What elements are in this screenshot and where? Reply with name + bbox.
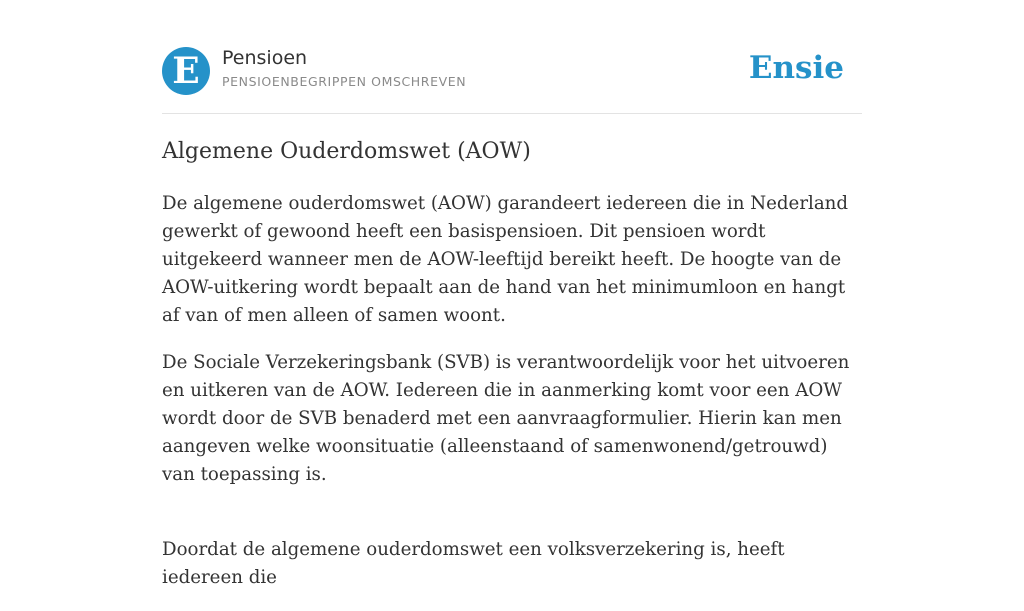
content-container [162,0,862,588]
site-header [162,0,862,114]
site-tagline: PENSIOENBEGRIPPEN OMSCHREVEN [222,74,467,89]
article-title: Algemene Ouderdomswet (AOW) [162,139,531,164]
site-logo-icon[interactable]: E [162,47,210,95]
brand-logo-link[interactable]: Ensie [748,50,844,86]
paragraph-3: Doordat de algemene ouderdomswet een volksverzekering is, heeft iedereen die [162,539,785,588]
paragraph-spacer [162,508,866,536]
site-name-link[interactable]: Pensioen [222,47,308,69]
paragraph-2: De Sociale Verzekeringsbank (SVB) is verantwoordelijk voor het uitvoeren en uitkeren van de AOW. Iedereen die in aanmerking komt voor een AOW wordt door de SVB benaderd met een aanvraagformulier. Hierin kan men aangeven welke woonsituatie (alleenstaand of samenwonend/getrouwd) van toepassing is. [162,352,850,485]
article-body [162,190,866,611]
paragraph-1: De algemene ouderdomswet (AOW) garandeert iedereen die in Nederland gewerkt of gewoond heeft een basispensioen. Dit pensioen wordt uitgekeerd wanneer men de AOW-leeftijd bereikt heeft. De hoogte van de AOW-uitkering wordt bepaalt aan de hand van het minimumloon en hangt af van of men alleen of samen woont. [162,193,849,326]
